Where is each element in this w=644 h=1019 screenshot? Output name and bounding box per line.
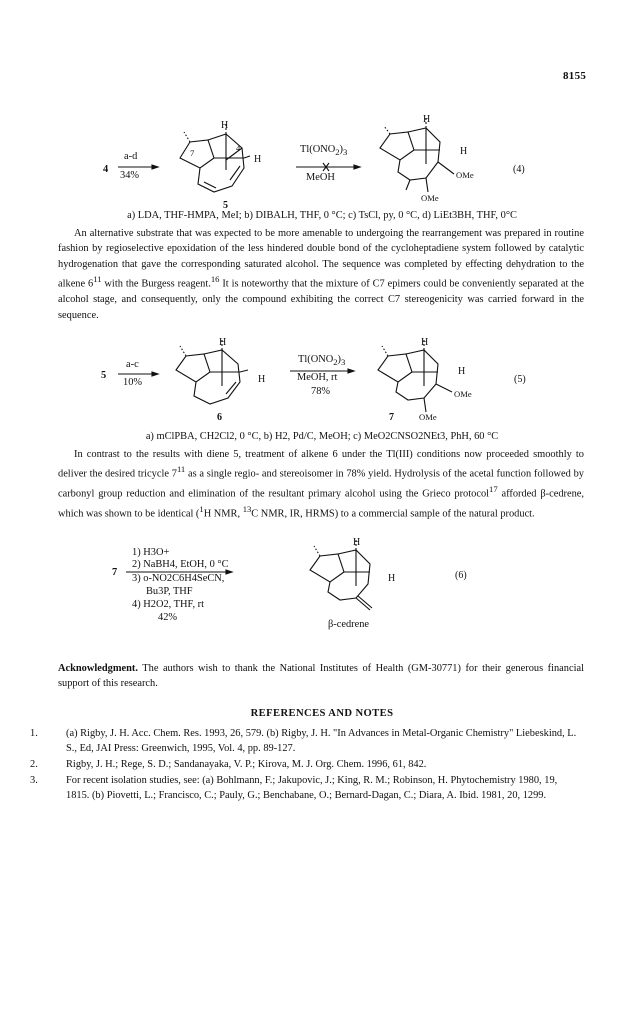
scheme4-product-ome2: OMe (421, 193, 439, 203)
scheme4-reagent-top: a-d (124, 151, 138, 162)
scheme6-h-right: H (388, 573, 396, 584)
scheme5-reactant: 5 (101, 370, 107, 381)
scheme4-arrow-solvent: MeOH (306, 172, 335, 183)
scheme6-step3b: Bu3P, THF (146, 586, 193, 597)
scheme5-product-ome1: OMe (454, 389, 472, 399)
scheme6-step4: 4) H2O2, THF, rt (132, 599, 204, 610)
scheme5-product7-label: 7 (389, 412, 394, 423)
scheme5-product-h-right: H (458, 366, 466, 377)
scheme4-product-ome1: OMe (456, 170, 474, 180)
scheme4-arrow-1 (118, 165, 158, 171)
scheme6-step3: 3) o-NO2C6H4SeCN, (132, 573, 225, 584)
scheme5-product6-label: 6 (217, 412, 222, 423)
scheme4-crossed-arrow (296, 163, 360, 171)
scheme5-arrow-yield: 78% (311, 386, 331, 397)
scheme6-step1: 1) H3O+ (132, 547, 170, 558)
scheme4-footnote: a) LDA, THF-HMPA, MeI; b) DIBALH, THF, 0 °C; c) TsCl, py, 0 °C, d) LiEt3BH, THF, 0°C (127, 210, 517, 221)
scheme5-arrow-conditions: MeOH, rt (297, 372, 338, 383)
scheme4-reactant: 4 (103, 164, 109, 175)
molecule-scheme4-product (370, 118, 490, 218)
acknowledgment-heading: Acknowledgment. (58, 663, 138, 674)
molecule-beta-cedrene (300, 540, 420, 630)
acknowledgment: Acknowledgment. The authors wish to thank the National Institutes of Health (GM-30771) for their generous financial support of this research. (58, 663, 584, 690)
page-number: 8155 (563, 70, 587, 82)
scheme5-arrow-1 (118, 372, 158, 378)
scheme6-yield: 42% (158, 612, 178, 623)
scheme5-h-right: H (258, 374, 266, 385)
scheme5-product-ome2: OMe (419, 412, 437, 422)
scheme4-pos4: 4 (236, 143, 241, 153)
scheme4-arrow-reagent: $Tl(ONO_2)_3$ (300, 144, 348, 158)
scheme4-product-h-right: H (460, 146, 468, 157)
paragraph-2: In contrast to the results with diene 5, treatment of alkene 6 under the Tl(III) conditions now proceeded smoothly to deliver the desired tricycle $7^{11}$ as a single regio- and stereoisomer in 78% yield. Hydrolysis of the acetal function followed by carbonyl group reduction and elimination of the resultant primary alcohol using the Grieco protocol$^{17}$ afforded β-cedrene, which was shown to be identical ($^1$H NMR, $^{13}$C NMR, IR, HRMS) to a commercial sample of the natural product. (58, 449, 584, 520)
equation-5-number: (5) (514, 374, 526, 385)
scheme4-h-right: H (254, 154, 262, 165)
scheme5-reagent-top: a-c (126, 359, 139, 370)
references-heading: REFERENCES AND NOTES (250, 708, 394, 719)
reference-1: 1. (a) Rigby, J. H. Acc. Chem. Res. 1993, 26, 579. (b) Rigby, J. H. "In Advances in Metal-Organic Chemistry" Liebeskind, L. S., Ed, JAI Press: Greenwich, 1995, Vol. 4, pp. 89-127. (30, 728, 577, 755)
reference-3: 3. For recent isolation studies, see: (a) Bohlmann, F.; Jakupovic, J.; King, R. M.; Robinson, H. Phytochemistry 1980, 19, 1815. (b) Piovetti, L.; Francisco, C.; Pauly, G.; Benchabane, O.; Bernard-Dagan, C.; Diara, A. Ibid. 1981, 20, 1299. (30, 775, 558, 802)
paragraph-1: An alternative substrate that was expected to be more amenable to undergoing the rearrangement was prepared in routine fashion by regioselective epoxidation of the less hindered double bond of the cycloheptadiene system followed by catalytic hydrogenation that gave the corresponding saturated alcohol. The sequence was completed by effecting dehydration to the alkene $6^{11}$ with the Burgess reagent.$^{16}$ It is noteworthy that the mixture of C7 epimers could be conveniently separated at the alcohol stage, and consequently, only the compound exhibiting the correct C7 stereogenicity was carried forward in the sequence. (58, 228, 584, 321)
reference-2: 2. Rigby, J. H.; Rege, S. D.; Sandanayaka, V. P.; Kirova, M. J. Org. Chem. 1996, 61, 842. (30, 759, 427, 770)
scheme6-reactant: 7 (112, 567, 118, 578)
scheme6-product-label: β-cedrene (328, 619, 370, 630)
scheme4-product-label: 5 (223, 200, 228, 211)
scheme5-product-h-top: H (421, 337, 429, 348)
scheme6-step2: 2) NaBH4, EtOH, 0 °C (132, 559, 229, 570)
scheme4-product-h-top: H (423, 114, 431, 125)
scheme5-h-top: H (219, 337, 227, 348)
equation-6-number: (6) (455, 570, 467, 581)
scheme5-reagent-bottom: 10% (123, 377, 143, 388)
scheme6-h-top: H (353, 537, 361, 548)
scheme5-footnote: a) mClPBA, CH2Cl2, 0 °C, b) H2, Pd/C, MeOH; c) MeO2CNSO2NEt3, PhH, 60 °C (145, 431, 499, 442)
scheme5-arrow-reagent: $Tl(ONO_2)_3$ (298, 354, 346, 368)
equation-4-number: (4) (513, 164, 525, 175)
scheme4-pos7: 7 (190, 148, 195, 158)
scheme4-h-top: H (221, 120, 229, 131)
scheme4-reagent-bottom: 34% (120, 170, 140, 181)
